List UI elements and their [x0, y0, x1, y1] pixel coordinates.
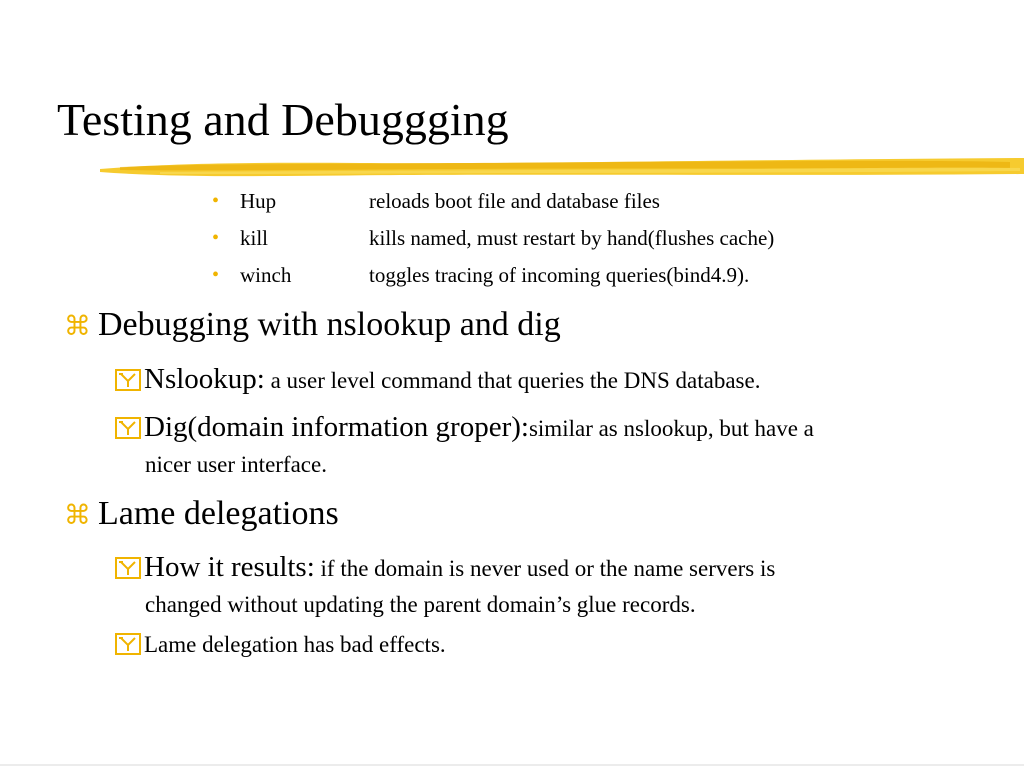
sub-item-lead: How it results:	[144, 551, 315, 583]
sub-item	[115, 627, 975, 663]
sub-item-lead: Nslookup:	[144, 363, 265, 395]
command-description: toggles tracing of incoming queries(bind4.9).	[369, 263, 750, 287]
sub-item-text: similar as nslookup, but have a	[528, 416, 814, 441]
command-key-icon: ⌘	[64, 311, 91, 342]
title-underline-brushstroke	[100, 152, 1024, 184]
command-name: Hup	[240, 189, 277, 213]
footer-divider	[0, 764, 1024, 766]
checkbox-y-icon	[115, 369, 141, 391]
sub-item-continuation: nicer user interface.	[145, 452, 327, 477]
bullet-icon: •	[212, 227, 220, 249]
sub-item-text: a user level command that queries the DNS database.	[264, 368, 761, 393]
section-heading-text: Lame delegations	[98, 495, 339, 532]
command-description: kills named, must restart by hand(flushes cache)	[369, 226, 775, 250]
sub-item	[115, 549, 975, 623]
checkbox-y-icon	[115, 417, 141, 439]
command-name: winch	[240, 263, 292, 287]
sub-item-continuation: changed without updating the parent domain’s glue records.	[145, 592, 696, 617]
checkbox-y-icon	[115, 633, 141, 655]
bullet-icon: •	[212, 264, 220, 286]
sub-item	[115, 361, 975, 399]
section-heading	[64, 305, 561, 347]
slide-title: Testing and Debuggging	[57, 94, 509, 145]
sub-item-lead: Dig(domain information groper):	[144, 411, 529, 443]
sub-item	[115, 409, 975, 483]
sub-item-text: Lame delegation has bad effects.	[144, 632, 446, 657]
sub-item-text: if the domain is never used or the name servers is	[314, 556, 776, 581]
command-description: reloads boot file and database files	[369, 189, 660, 213]
section-heading-text: Debugging with nslookup and dig	[98, 306, 561, 343]
command-name: kill	[240, 226, 269, 250]
command-key-icon: ⌘	[64, 500, 91, 531]
checkbox-y-icon	[115, 557, 141, 579]
section-heading	[64, 494, 339, 536]
bullet-icon: •	[212, 190, 220, 212]
